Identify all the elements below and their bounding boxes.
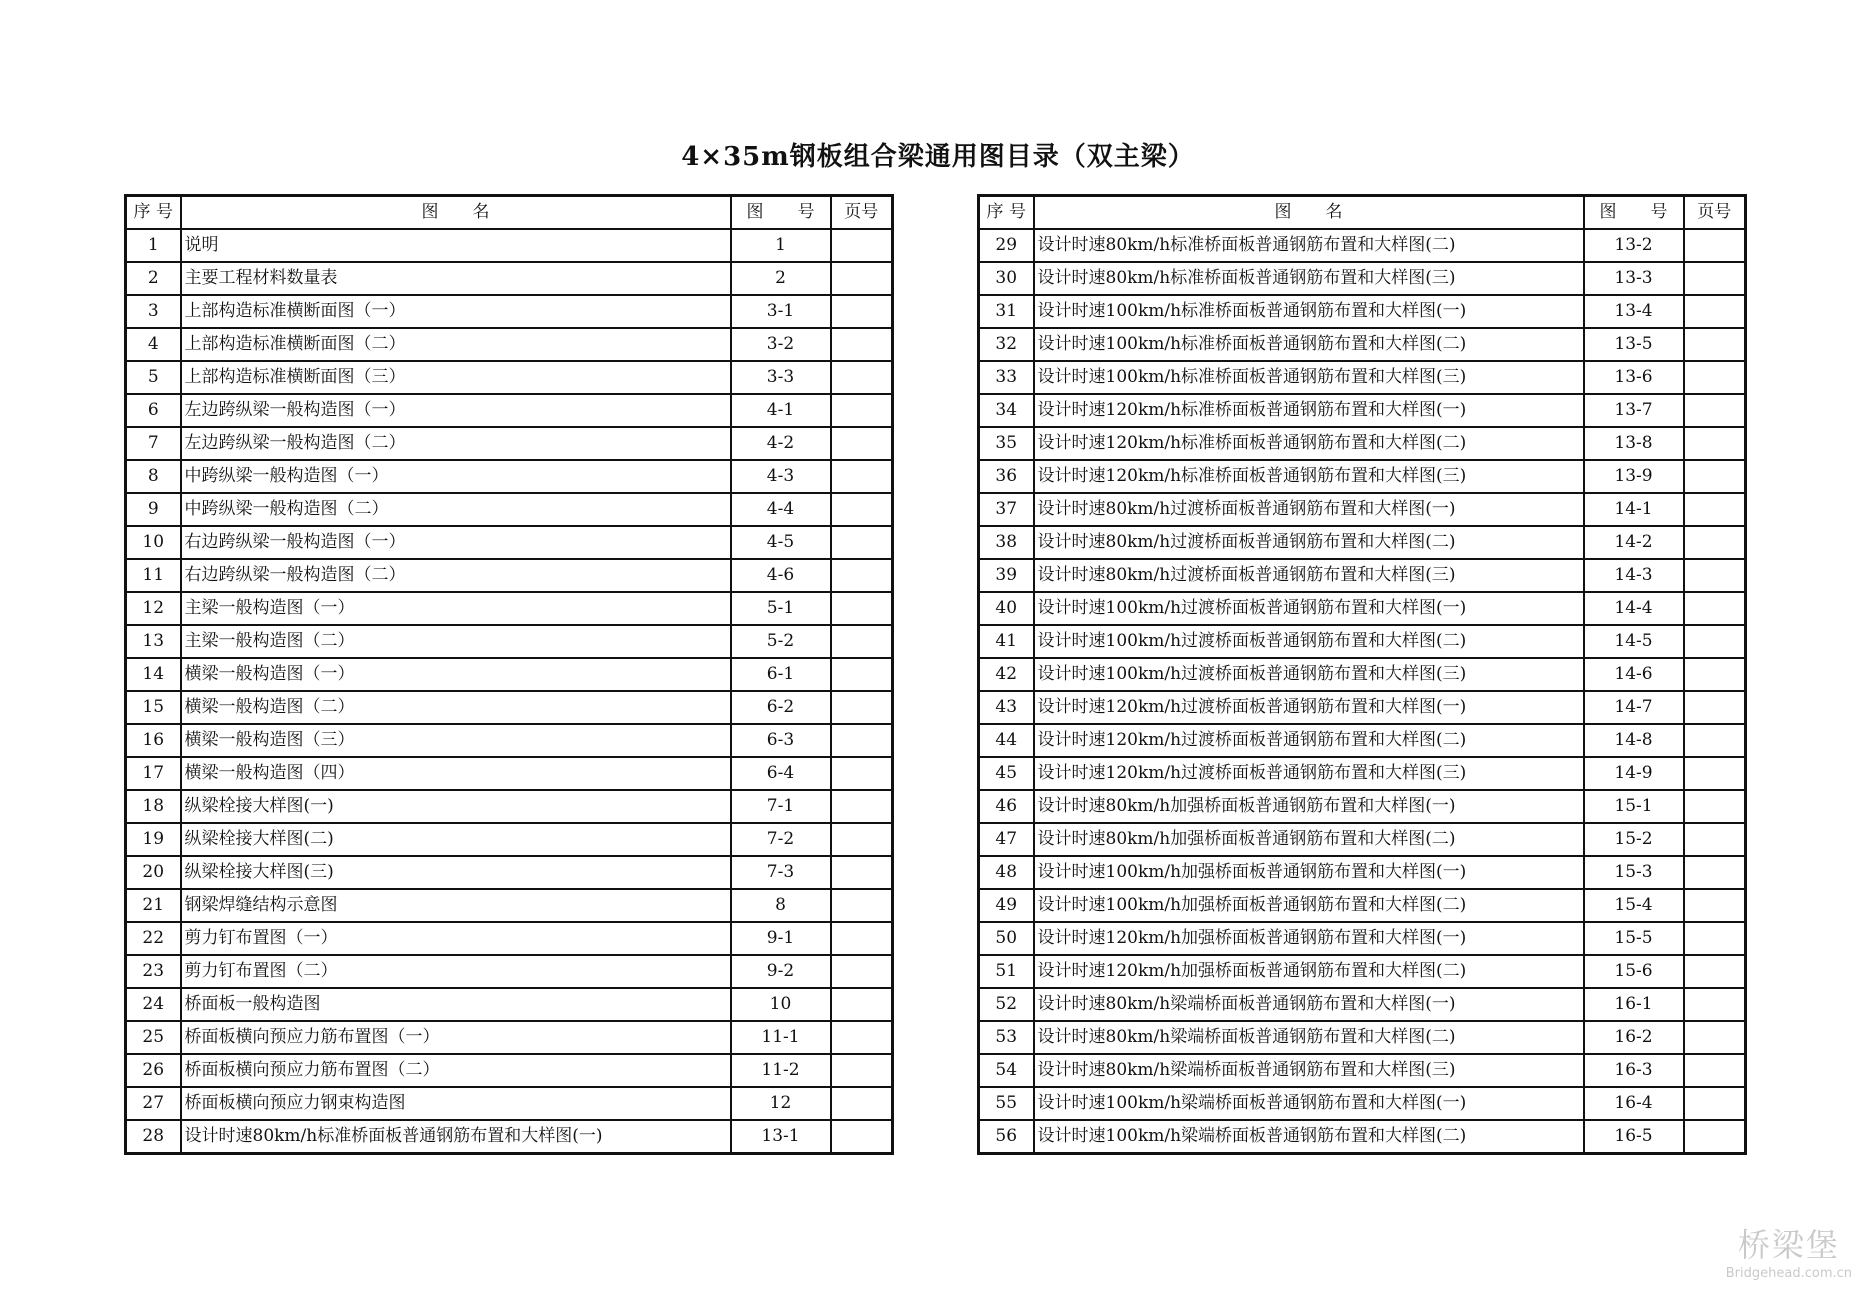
- page-number: [831, 262, 893, 295]
- page-number: [1684, 1054, 1746, 1087]
- page-number: [1684, 823, 1746, 856]
- table-row: [979, 691, 1746, 724]
- table-row: [126, 328, 893, 361]
- drawing-name: 剪力钉布置图（一）: [181, 922, 731, 955]
- drawing-code: 15-3: [1584, 856, 1684, 889]
- page-number: [1684, 691, 1746, 724]
- row-number: 8: [126, 460, 181, 493]
- drawing-name: 设计时速100km/h加强桥面板普通钢筋布置和大样图(二): [1034, 889, 1584, 922]
- header-code: 图 号: [1584, 196, 1684, 230]
- drawing-code: 5-2: [731, 625, 831, 658]
- table-row: [979, 658, 1746, 691]
- table-row: [979, 823, 1746, 856]
- page-number: [1684, 361, 1746, 394]
- drawing-name: 设计时速100km/h过渡桥面板普通钢筋布置和大样图(一): [1034, 592, 1584, 625]
- drawing-name: 纵梁栓接大样图(二): [181, 823, 731, 856]
- page-number: [831, 757, 893, 790]
- drawing-code: 3-3: [731, 361, 831, 394]
- table-row: [126, 262, 893, 295]
- row-number: 22: [126, 922, 181, 955]
- drawing-name: 设计时速80km/h梁端桥面板普通钢筋布置和大样图(三): [1034, 1054, 1584, 1087]
- page-number: [831, 691, 893, 724]
- table-row: [979, 889, 1746, 922]
- drawing-name: 设计时速100km/h标准桥面板普通钢筋布置和大样图(二): [1034, 328, 1584, 361]
- page-number: [1684, 955, 1746, 988]
- table-row: [979, 625, 1746, 658]
- page-number: [831, 625, 893, 658]
- header-no: 序 号: [126, 196, 181, 230]
- table-row: [979, 724, 1746, 757]
- drawing-code: 13-3: [1584, 262, 1684, 295]
- row-number: 49: [979, 889, 1034, 922]
- drawing-name: 设计时速80km/h梁端桥面板普通钢筋布置和大样图(一): [1034, 988, 1584, 1021]
- drawing-name: 设计时速120km/h标准桥面板普通钢筋布置和大样图(三): [1034, 460, 1584, 493]
- page-number: [831, 592, 893, 625]
- drawing-code: 14-2: [1584, 526, 1684, 559]
- row-number: 24: [126, 988, 181, 1021]
- row-number: 44: [979, 724, 1034, 757]
- row-number: 28: [126, 1120, 181, 1154]
- table-row: [126, 559, 893, 592]
- page-number: [831, 856, 893, 889]
- page-number: [831, 724, 893, 757]
- drawing-name: 桥面板一般构造图: [181, 988, 731, 1021]
- table-row: [126, 658, 893, 691]
- catalog-table-right: [977, 194, 1747, 1155]
- drawing-name: 中跨纵梁一般构造图（一）: [181, 460, 731, 493]
- page-number: [831, 889, 893, 922]
- page-number: [831, 526, 893, 559]
- page-number: [1684, 262, 1746, 295]
- table-row: [126, 229, 893, 262]
- drawing-code: 7-1: [731, 790, 831, 823]
- page-number: [831, 1087, 893, 1120]
- page-number: [831, 823, 893, 856]
- drawing-name: 设计时速80km/h标准桥面板普通钢筋布置和大样图(二): [1034, 229, 1584, 262]
- row-number: 3: [126, 295, 181, 328]
- row-number: 7: [126, 427, 181, 460]
- drawing-code: 14-3: [1584, 559, 1684, 592]
- page-number: [1684, 394, 1746, 427]
- row-number: 17: [126, 757, 181, 790]
- table-row: [126, 691, 893, 724]
- drawing-code: 13-7: [1584, 394, 1684, 427]
- drawing-name: 右边跨纵梁一般构造图（二）: [181, 559, 731, 592]
- table-header-row: [979, 196, 1746, 230]
- page-number: [831, 1120, 893, 1154]
- page-number: [1684, 526, 1746, 559]
- drawing-code: 15-4: [1584, 889, 1684, 922]
- row-number: 45: [979, 757, 1034, 790]
- drawing-name: 主梁一般构造图（一）: [181, 592, 731, 625]
- table-row: [126, 1021, 893, 1054]
- drawing-code: 6-1: [731, 658, 831, 691]
- row-number: 53: [979, 1021, 1034, 1054]
- drawing-name: 设计时速100km/h过渡桥面板普通钢筋布置和大样图(三): [1034, 658, 1584, 691]
- page-number: [831, 493, 893, 526]
- drawing-code: 13-8: [1584, 427, 1684, 460]
- drawing-name: 设计时速120km/h加强桥面板普通钢筋布置和大样图(一): [1034, 922, 1584, 955]
- drawing-code: 4-2: [731, 427, 831, 460]
- table-row: [979, 856, 1746, 889]
- header-no: 序 号: [979, 196, 1034, 230]
- row-number: 34: [979, 394, 1034, 427]
- drawing-code: 3-1: [731, 295, 831, 328]
- row-number: 10: [126, 526, 181, 559]
- page-number: [1684, 1087, 1746, 1120]
- page-number: [831, 559, 893, 592]
- table-row: [979, 988, 1746, 1021]
- drawing-name: 设计时速120km/h标准桥面板普通钢筋布置和大样图(一): [1034, 394, 1584, 427]
- table-row: [126, 394, 893, 427]
- page-number: [1684, 724, 1746, 757]
- drawing-code: 15-1: [1584, 790, 1684, 823]
- row-number: 20: [126, 856, 181, 889]
- watermark-text: 桥梁堡: [1737, 1226, 1840, 1264]
- drawing-code: 16-5: [1584, 1120, 1684, 1154]
- page-number: [1684, 988, 1746, 1021]
- drawing-name: 设计时速100km/h过渡桥面板普通钢筋布置和大样图(二): [1034, 625, 1584, 658]
- drawing-code: 7-3: [731, 856, 831, 889]
- table-row: [126, 1120, 893, 1154]
- drawing-code: 8: [731, 889, 831, 922]
- drawing-code: 12: [731, 1087, 831, 1120]
- table-row: [126, 427, 893, 460]
- drawing-name: 说明: [181, 229, 731, 262]
- row-number: 30: [979, 262, 1034, 295]
- row-number: 38: [979, 526, 1034, 559]
- row-number: 18: [126, 790, 181, 823]
- table-row: [126, 625, 893, 658]
- drawing-code: 10: [731, 988, 831, 1021]
- page-number: [831, 988, 893, 1021]
- page-number: [1684, 592, 1746, 625]
- row-number: 16: [126, 724, 181, 757]
- drawing-name: 中跨纵梁一般构造图（二）: [181, 493, 731, 526]
- table-row: [979, 328, 1746, 361]
- row-number: 37: [979, 493, 1034, 526]
- page-number: [1684, 1120, 1746, 1154]
- drawing-name: 设计时速80km/h标准桥面板普通钢筋布置和大样图(一): [181, 1120, 731, 1154]
- page-number: [1684, 493, 1746, 526]
- table-row: [126, 1054, 893, 1087]
- drawing-code: 9-1: [731, 922, 831, 955]
- drawing-name: 设计时速80km/h过渡桥面板普通钢筋布置和大样图(二): [1034, 526, 1584, 559]
- watermark: [1726, 1220, 1852, 1281]
- page-number: [1684, 295, 1746, 328]
- drawing-code: 15-5: [1584, 922, 1684, 955]
- drawing-code: 2: [731, 262, 831, 295]
- drawing-code: 9-2: [731, 955, 831, 988]
- table-row: [979, 394, 1746, 427]
- drawing-name: 设计时速80km/h过渡桥面板普通钢筋布置和大样图(三): [1034, 559, 1584, 592]
- row-number: 36: [979, 460, 1034, 493]
- page-number: [1684, 790, 1746, 823]
- page-number: [831, 922, 893, 955]
- row-number: 6: [126, 394, 181, 427]
- drawing-name: 横梁一般构造图（二）: [181, 691, 731, 724]
- table-row: [126, 1087, 893, 1120]
- row-number: 55: [979, 1087, 1034, 1120]
- row-number: 50: [979, 922, 1034, 955]
- row-number: 9: [126, 493, 181, 526]
- drawing-code: 6-4: [731, 757, 831, 790]
- drawing-code: 13-9: [1584, 460, 1684, 493]
- drawing-code: 13-2: [1584, 229, 1684, 262]
- page-number: [831, 361, 893, 394]
- page-number: [1684, 328, 1746, 361]
- page-number: [831, 328, 893, 361]
- table-header-row: [126, 196, 893, 230]
- drawing-code: 14-6: [1584, 658, 1684, 691]
- page-number: [1684, 460, 1746, 493]
- row-number: 29: [979, 229, 1034, 262]
- row-number: 19: [126, 823, 181, 856]
- drawing-code: 4-6: [731, 559, 831, 592]
- header-name: 图 名: [181, 196, 731, 230]
- table-row: [126, 988, 893, 1021]
- row-number: 40: [979, 592, 1034, 625]
- row-number: 42: [979, 658, 1034, 691]
- table-row: [126, 757, 893, 790]
- row-number: 51: [979, 955, 1034, 988]
- drawing-code: 16-4: [1584, 1087, 1684, 1120]
- page-number: [1684, 658, 1746, 691]
- table-row: [979, 262, 1746, 295]
- row-number: 14: [126, 658, 181, 691]
- row-number: 56: [979, 1120, 1034, 1154]
- drawing-name: 横梁一般构造图（一）: [181, 658, 731, 691]
- row-number: 39: [979, 559, 1034, 592]
- table-row: [979, 1120, 1746, 1154]
- drawing-name: 上部构造标准横断面图（三）: [181, 361, 731, 394]
- catalog-body-right: [979, 229, 1746, 1154]
- drawing-name: 设计时速80km/h梁端桥面板普通钢筋布置和大样图(二): [1034, 1021, 1584, 1054]
- row-number: 26: [126, 1054, 181, 1087]
- header-code: 图 号: [731, 196, 831, 230]
- drawing-code: 15-6: [1584, 955, 1684, 988]
- table-row: [126, 922, 893, 955]
- table-row: [979, 229, 1746, 262]
- drawing-code: 14-7: [1584, 691, 1684, 724]
- drawing-code: 5-1: [731, 592, 831, 625]
- drawing-name: 桥面板横向预应力筋布置图（一）: [181, 1021, 731, 1054]
- drawing-code: 4-3: [731, 460, 831, 493]
- drawing-code: 4-1: [731, 394, 831, 427]
- drawing-name: 纵梁栓接大样图(三): [181, 856, 731, 889]
- table-row: [979, 295, 1746, 328]
- drawing-name: 横梁一般构造图（三）: [181, 724, 731, 757]
- page-number: [831, 295, 893, 328]
- table-row: [979, 790, 1746, 823]
- drawing-code: 11-2: [731, 1054, 831, 1087]
- table-row: [126, 460, 893, 493]
- page-number: [831, 229, 893, 262]
- row-number: 2: [126, 262, 181, 295]
- table-row: [979, 526, 1746, 559]
- drawing-name: 上部构造标准横断面图（一）: [181, 295, 731, 328]
- drawing-name: 左边跨纵梁一般构造图（二）: [181, 427, 731, 460]
- drawing-code: 16-2: [1584, 1021, 1684, 1054]
- page-number: [1684, 625, 1746, 658]
- drawing-name: 设计时速120km/h过渡桥面板普通钢筋布置和大样图(一): [1034, 691, 1584, 724]
- table-row: [979, 1054, 1746, 1087]
- drawing-name: 桥面板横向预应力钢束构造图: [181, 1087, 731, 1120]
- page-number: [831, 1054, 893, 1087]
- header-page: 页号: [1684, 196, 1746, 230]
- row-number: 46: [979, 790, 1034, 823]
- table-row: [126, 889, 893, 922]
- header-name: 图 名: [1034, 196, 1584, 230]
- drawing-name: 设计时速80km/h加强桥面板普通钢筋布置和大样图(二): [1034, 823, 1584, 856]
- page-number: [831, 460, 893, 493]
- drawing-code: 4-5: [731, 526, 831, 559]
- page-number: [831, 658, 893, 691]
- drawing-name: 设计时速100km/h梁端桥面板普通钢筋布置和大样图(一): [1034, 1087, 1584, 1120]
- page-number: [831, 394, 893, 427]
- row-number: 31: [979, 295, 1034, 328]
- row-number: 54: [979, 1054, 1034, 1087]
- drawing-name: 设计时速120km/h过渡桥面板普通钢筋布置和大样图(二): [1034, 724, 1584, 757]
- table-row: [979, 493, 1746, 526]
- drawing-code: 15-2: [1584, 823, 1684, 856]
- drawing-name: 主梁一般构造图（二）: [181, 625, 731, 658]
- drawing-name: 主要工程材料数量表: [181, 262, 731, 295]
- drawing-name: 横梁一般构造图（四）: [181, 757, 731, 790]
- table-row: [126, 790, 893, 823]
- drawing-code: 16-1: [1584, 988, 1684, 1021]
- drawing-code: 13-4: [1584, 295, 1684, 328]
- table-row: [126, 856, 893, 889]
- drawing-name: 设计时速80km/h标准桥面板普通钢筋布置和大样图(三): [1034, 262, 1584, 295]
- drawing-code: 14-8: [1584, 724, 1684, 757]
- drawing-code: 3-2: [731, 328, 831, 361]
- watermark-site: Bridgehead.com.cn: [1725, 1266, 1852, 1281]
- row-number: 47: [979, 823, 1034, 856]
- table-row: [979, 460, 1746, 493]
- table-row: [979, 955, 1746, 988]
- table-row: [979, 427, 1746, 460]
- row-number: 43: [979, 691, 1034, 724]
- row-number: 52: [979, 988, 1034, 1021]
- row-number: 12: [126, 592, 181, 625]
- page-number: [1684, 559, 1746, 592]
- table-row: [979, 361, 1746, 394]
- page-number: [1684, 889, 1746, 922]
- drawing-code: 4-4: [731, 493, 831, 526]
- table-row: [979, 1021, 1746, 1054]
- row-number: 25: [126, 1021, 181, 1054]
- table-row: [979, 559, 1746, 592]
- drawing-code: 6-3: [731, 724, 831, 757]
- page-number: [1684, 427, 1746, 460]
- page-number: [1684, 229, 1746, 262]
- row-number: 4: [126, 328, 181, 361]
- row-number: 1: [126, 229, 181, 262]
- table-row: [126, 295, 893, 328]
- catalog-table-left: [124, 194, 894, 1155]
- page-number: [831, 955, 893, 988]
- drawing-name: 桥面板横向预应力筋布置图（二）: [181, 1054, 731, 1087]
- page-number: [831, 427, 893, 460]
- drawing-name: 纵梁栓接大样图(一): [181, 790, 731, 823]
- table-row: [126, 361, 893, 394]
- table-row: [126, 724, 893, 757]
- page-number: [1684, 856, 1746, 889]
- catalog-body-left: [126, 229, 893, 1154]
- drawing-name: 设计时速80km/h过渡桥面板普通钢筋布置和大样图(一): [1034, 493, 1584, 526]
- row-number: 48: [979, 856, 1034, 889]
- drawing-name: 剪力钉布置图（二）: [181, 955, 731, 988]
- table-row: [126, 592, 893, 625]
- drawing-code: 1: [731, 229, 831, 262]
- drawing-name: 钢梁焊缝结构示意图: [181, 889, 731, 922]
- drawing-name: 设计时速120km/h过渡桥面板普通钢筋布置和大样图(三): [1034, 757, 1584, 790]
- table-row: [126, 526, 893, 559]
- row-number: 27: [126, 1087, 181, 1120]
- table-row: [979, 1087, 1746, 1120]
- drawing-code: 16-3: [1584, 1054, 1684, 1087]
- row-number: 32: [979, 328, 1034, 361]
- row-number: 15: [126, 691, 181, 724]
- drawing-code: 6-2: [731, 691, 831, 724]
- row-number: 11: [126, 559, 181, 592]
- row-number: 5: [126, 361, 181, 394]
- drawing-name: 设计时速120km/h加强桥面板普通钢筋布置和大样图(二): [1034, 955, 1584, 988]
- row-number: 13: [126, 625, 181, 658]
- page-number: [1684, 1021, 1746, 1054]
- row-number: 41: [979, 625, 1034, 658]
- page-number: [831, 790, 893, 823]
- drawing-name: 设计时速80km/h加强桥面板普通钢筋布置和大样图(一): [1034, 790, 1584, 823]
- drawing-code: 14-4: [1584, 592, 1684, 625]
- drawing-name: 设计时速100km/h加强桥面板普通钢筋布置和大样图(一): [1034, 856, 1584, 889]
- drawing-name: 设计时速100km/h标准桥面板普通钢筋布置和大样图(三): [1034, 361, 1584, 394]
- page-number: [831, 1021, 893, 1054]
- drawing-name: 右边跨纵梁一般构造图（一）: [181, 526, 731, 559]
- table-row: [126, 955, 893, 988]
- drawing-name: 设计时速100km/h梁端桥面板普通钢筋布置和大样图(二): [1034, 1120, 1584, 1154]
- drawing-code: 14-9: [1584, 757, 1684, 790]
- drawing-name: 上部构造标准横断面图（二）: [181, 328, 731, 361]
- drawing-code: 14-1: [1584, 493, 1684, 526]
- table-row: [979, 592, 1746, 625]
- drawing-name: 设计时速100km/h标准桥面板普通钢筋布置和大样图(一): [1034, 295, 1584, 328]
- table-row: [126, 823, 893, 856]
- drawing-name: 左边跨纵梁一般构造图（一）: [181, 394, 731, 427]
- drawing-code: 14-5: [1584, 625, 1684, 658]
- page-number: [1684, 757, 1746, 790]
- table-row: [126, 493, 893, 526]
- row-number: 21: [126, 889, 181, 922]
- document-title: 4×35m钢板组合梁通用图目录（双主梁）: [681, 142, 1195, 172]
- drawing-code: 13-6: [1584, 361, 1684, 394]
- page-number: [1684, 922, 1746, 955]
- row-number: 35: [979, 427, 1034, 460]
- drawing-code: 11-1: [731, 1021, 831, 1054]
- drawing-name: 设计时速120km/h标准桥面板普通钢筋布置和大样图(二): [1034, 427, 1584, 460]
- drawing-code: 13-5: [1584, 328, 1684, 361]
- table-row: [979, 922, 1746, 955]
- table-row: [979, 757, 1746, 790]
- drawing-code: 7-2: [731, 823, 831, 856]
- header-page: 页号: [831, 196, 893, 230]
- row-number: 33: [979, 361, 1034, 394]
- drawing-code: 13-1: [731, 1120, 831, 1154]
- row-number: 23: [126, 955, 181, 988]
